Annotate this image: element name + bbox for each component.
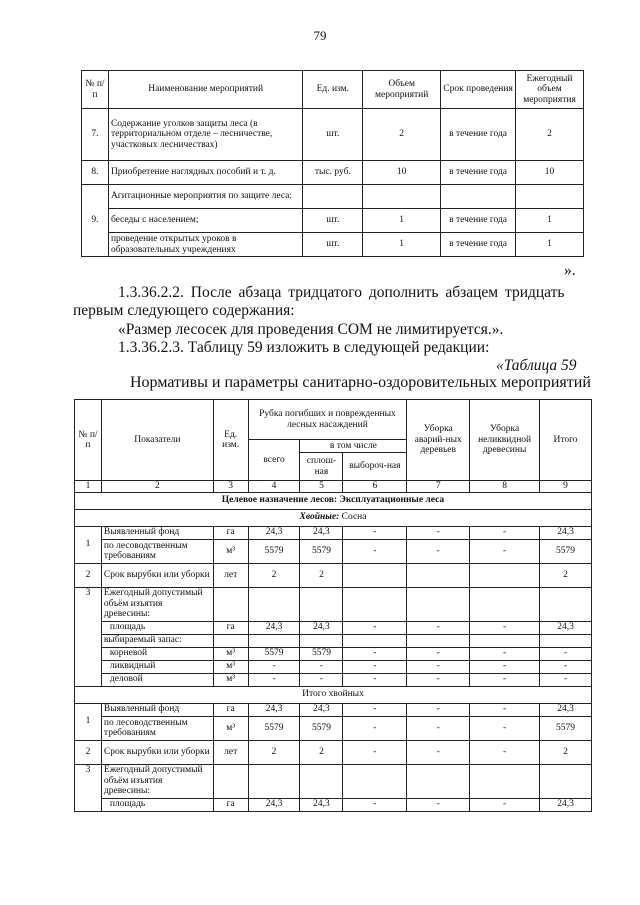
table-closing-quote: ».: [564, 262, 576, 279]
row-name: Срок вырубки или уборки: [101, 740, 213, 764]
cell-solid: 2: [300, 740, 343, 764]
row-name: Содержание уголков защиты леса (в территориальном отделе – лесничестве, участковых лесничествах): [108, 109, 302, 161]
col-number: 4: [248, 481, 300, 493]
row-volume: 1: [363, 209, 441, 233]
row-unit: шт.: [303, 109, 363, 161]
col-header-emergency: Уборка аварий-ных деревьев: [407, 400, 470, 481]
cell-illiquid: -: [470, 673, 540, 686]
cell-solid: 5579: [300, 716, 343, 740]
row-num: 9.: [82, 185, 109, 257]
col-number: 8: [470, 481, 540, 493]
cell-solid: -: [300, 660, 343, 673]
cell-illiquid: -: [470, 621, 540, 634]
row-num: 1: [75, 703, 102, 740]
col-header-term: Срок проведения: [441, 71, 516, 109]
cell-solid: 24,3: [300, 621, 343, 634]
col-header-annual: Ежегодный объем мероприятия: [516, 71, 584, 109]
table-row: [75, 587, 592, 621]
cell-itogo: 2: [540, 563, 592, 587]
row-num: 3: [75, 587, 102, 686]
row-term: в течение года: [441, 109, 516, 161]
cell-selective: -: [343, 539, 407, 563]
row-name: корневой: [101, 647, 213, 660]
table-row: [75, 673, 592, 686]
row-name: Ежегодный допустимый объём изъятия древесины:: [101, 587, 213, 621]
species-name: Сосна: [341, 512, 367, 523]
col-header-selective: выбороч-ная: [343, 453, 407, 481]
cell-selective: -: [343, 716, 407, 740]
row-name: Выявленный фонд: [101, 526, 213, 539]
col-number: 3: [213, 481, 248, 493]
table-row: [82, 185, 584, 209]
cell-itogo: -: [540, 673, 592, 686]
subtotal-heading: Итого хвойных: [75, 686, 592, 703]
row-unit: лет: [213, 563, 248, 587]
paragraph-text: 1.3.36.2.3. Таблицу 59 изложить в следующей редакции:: [118, 339, 490, 356]
row-annual: 10: [516, 161, 584, 185]
col-header-name: Наименование мероприятий: [108, 71, 302, 109]
row-unit: м³: [213, 660, 248, 673]
cell-selective: -: [343, 621, 407, 634]
cell-total: 5579: [248, 716, 300, 740]
table-row: [82, 209, 584, 233]
row-unit: шт.: [303, 233, 363, 257]
cell-total: 24,3: [248, 703, 300, 716]
row-term: в течение года: [441, 233, 516, 257]
col-number: 5: [300, 481, 343, 493]
col-header-unit: Ед. изм.: [213, 400, 248, 481]
cell-selective: -: [343, 526, 407, 539]
cell-emergency: -: [407, 798, 470, 811]
table-row: [75, 660, 592, 673]
cell-itogo: -: [540, 647, 592, 660]
cell-emergency: -: [407, 660, 470, 673]
cell-itogo: 2: [540, 740, 592, 764]
table-row: [75, 716, 592, 740]
row-unit: м³: [213, 716, 248, 740]
cell-illiquid: -: [470, 740, 540, 764]
row-name: по лесоводственным требованиям: [101, 716, 213, 740]
cell-itogo: 24,3: [540, 703, 592, 716]
cell-itogo: 24,3: [540, 621, 592, 634]
table-row: [75, 563, 592, 587]
row-unit: м³: [213, 647, 248, 660]
cell-solid: 5579: [300, 647, 343, 660]
cell-selective: -: [343, 647, 407, 660]
cell-solid: 24,3: [300, 703, 343, 716]
cell-illiquid: -: [470, 526, 540, 539]
paragraph-text: «Размер лесосек для проведения СОМ не лимитируется.».: [118, 321, 504, 338]
cell-solid: 2: [300, 563, 343, 587]
row-unit: м³: [213, 673, 248, 686]
col-header-solid: сплош-ная: [300, 453, 343, 481]
row-name: площадь: [101, 798, 213, 811]
row-num: 2: [75, 740, 102, 764]
col-number: 6: [343, 481, 407, 493]
row-name: Выявленный фонд: [101, 703, 213, 716]
table-row: [75, 526, 592, 539]
table-title: Нормативы и параметры санитарно-оздоровительных мероприятий: [130, 374, 591, 391]
cell-total: 5579: [248, 647, 300, 660]
cell-illiquid: -: [470, 660, 540, 673]
row-name: Агитационные мероприятия по защите леса:: [108, 185, 302, 209]
row-unit: лет: [213, 740, 248, 764]
cell-emergency: -: [407, 740, 470, 764]
col-header-unit: Ед. изм.: [303, 71, 363, 109]
cell-solid: 24,3: [300, 798, 343, 811]
table-row: [82, 233, 584, 257]
col-number: 7: [407, 481, 470, 493]
row-name: выбираемый запас:: [101, 634, 213, 647]
cell-illiquid: -: [470, 716, 540, 740]
page-number: 79: [313, 28, 327, 43]
cell-total: 24,3: [248, 798, 300, 811]
row-num: 8.: [82, 161, 109, 185]
row-name: ликвидный: [101, 660, 213, 673]
col-header-volume: Объем мероприятий: [363, 71, 441, 109]
row-name: деловой: [101, 673, 213, 686]
cell-illiquid: -: [470, 539, 540, 563]
row-term: в течение года: [441, 161, 516, 185]
cell-emergency: -: [407, 673, 470, 686]
row-num: 3: [75, 764, 102, 811]
row-num: 2: [75, 563, 102, 587]
row-unit: га: [213, 798, 248, 811]
col-number: 2: [101, 481, 213, 493]
table-reference: «Таблица 59: [496, 357, 577, 374]
col-number: 1: [75, 481, 102, 493]
cell-selective: -: [343, 660, 407, 673]
col-number: 9: [540, 481, 592, 493]
paragraph-text: 1.3.36.2.2. После абзаца тридцатого дополнить абзацем тридцать: [118, 284, 565, 301]
cell-total: -: [248, 673, 300, 686]
cell-itogo: 24,3: [540, 798, 592, 811]
section-heading: Целевое назначение лесов: Эксплуатационные леса: [75, 492, 592, 509]
col-header-all: всего: [248, 440, 300, 481]
col-header-illiquid: Уборка неликвидной древесины: [470, 400, 540, 481]
cell-selective: -: [343, 703, 407, 716]
species-heading: [75, 509, 592, 526]
table-row: [75, 647, 592, 660]
cell-emergency: -: [407, 703, 470, 716]
cell-solid: 24,3: [300, 526, 343, 539]
cell-itogo: 5579: [540, 716, 592, 740]
table-row: [75, 740, 592, 764]
table-row: [75, 703, 592, 716]
row-name: Приобретение наглядных пособий и т. д.: [108, 161, 302, 185]
cell-total: -: [248, 660, 300, 673]
cell-solid: 5579: [300, 539, 343, 563]
cell-emergency: -: [407, 647, 470, 660]
col-header-indicators: Показатели: [101, 400, 213, 481]
cell-itogo: -: [540, 660, 592, 673]
cell-selective: -: [343, 740, 407, 764]
table-row: [75, 634, 592, 647]
cell-illiquid: -: [470, 647, 540, 660]
row-volume: 1: [363, 233, 441, 257]
col-header-num: № п/п: [82, 71, 109, 109]
cell-emergency: -: [407, 526, 470, 539]
species-label: Хвойные:: [299, 512, 340, 523]
col-header-including: в том числе: [300, 440, 407, 453]
cell-selective: -: [343, 798, 407, 811]
measures-table: [81, 70, 584, 257]
row-unit: га: [213, 621, 248, 634]
col-header-total: Итого: [540, 400, 592, 481]
row-unit: тыс. руб.: [303, 161, 363, 185]
table-row: [82, 109, 584, 161]
row-annual: 1: [516, 209, 584, 233]
row-annual: 2: [516, 109, 584, 161]
cell-emergency: -: [407, 621, 470, 634]
row-annual: 1: [516, 233, 584, 257]
cell-illiquid: -: [470, 703, 540, 716]
cell-total: 2: [248, 740, 300, 764]
table-row: [75, 764, 592, 798]
row-volume: 2: [363, 109, 441, 161]
row-name: площадь: [101, 621, 213, 634]
cell-total: 24,3: [248, 526, 300, 539]
cell-itogo: 24,3: [540, 526, 592, 539]
table-row: [75, 539, 592, 563]
paragraph-text: первым следующего содержания:: [73, 302, 295, 319]
cell-total: 2: [248, 563, 300, 587]
cell-emergency: -: [407, 716, 470, 740]
cell-total: 5579: [248, 539, 300, 563]
norms-table: [74, 399, 592, 812]
cell-total: 24,3: [248, 621, 300, 634]
row-name: проведение открытых уроков в образовательных учреждениях: [108, 233, 302, 257]
cell-solid: -: [300, 673, 343, 686]
col-header-cutting: Рубка погибших и поврежденных лесных насаждений: [248, 400, 407, 440]
table-row: [75, 621, 592, 634]
row-unit: шт.: [303, 209, 363, 233]
row-volume: 10: [363, 161, 441, 185]
row-name: беседы с населением;: [108, 209, 302, 233]
cell-emergency: -: [407, 539, 470, 563]
table-row: [75, 798, 592, 811]
cell-selective: -: [343, 673, 407, 686]
row-term: в течение года: [441, 209, 516, 233]
row-unit: га: [213, 703, 248, 716]
row-num: 7.: [82, 109, 109, 161]
row-num: 1: [75, 526, 102, 563]
table-row: [82, 161, 584, 185]
row-unit: га: [213, 526, 248, 539]
col-header-num: № п/п: [75, 400, 102, 481]
row-name: Ежегодный допустимый объём изъятия древесины:: [101, 764, 213, 798]
row-name: по лесоводственным требованиям: [101, 539, 213, 563]
cell-itogo: 5579: [540, 539, 592, 563]
cell-illiquid: -: [470, 798, 540, 811]
row-name: Срок вырубки или уборки: [101, 563, 213, 587]
row-unit: м³: [213, 539, 248, 563]
